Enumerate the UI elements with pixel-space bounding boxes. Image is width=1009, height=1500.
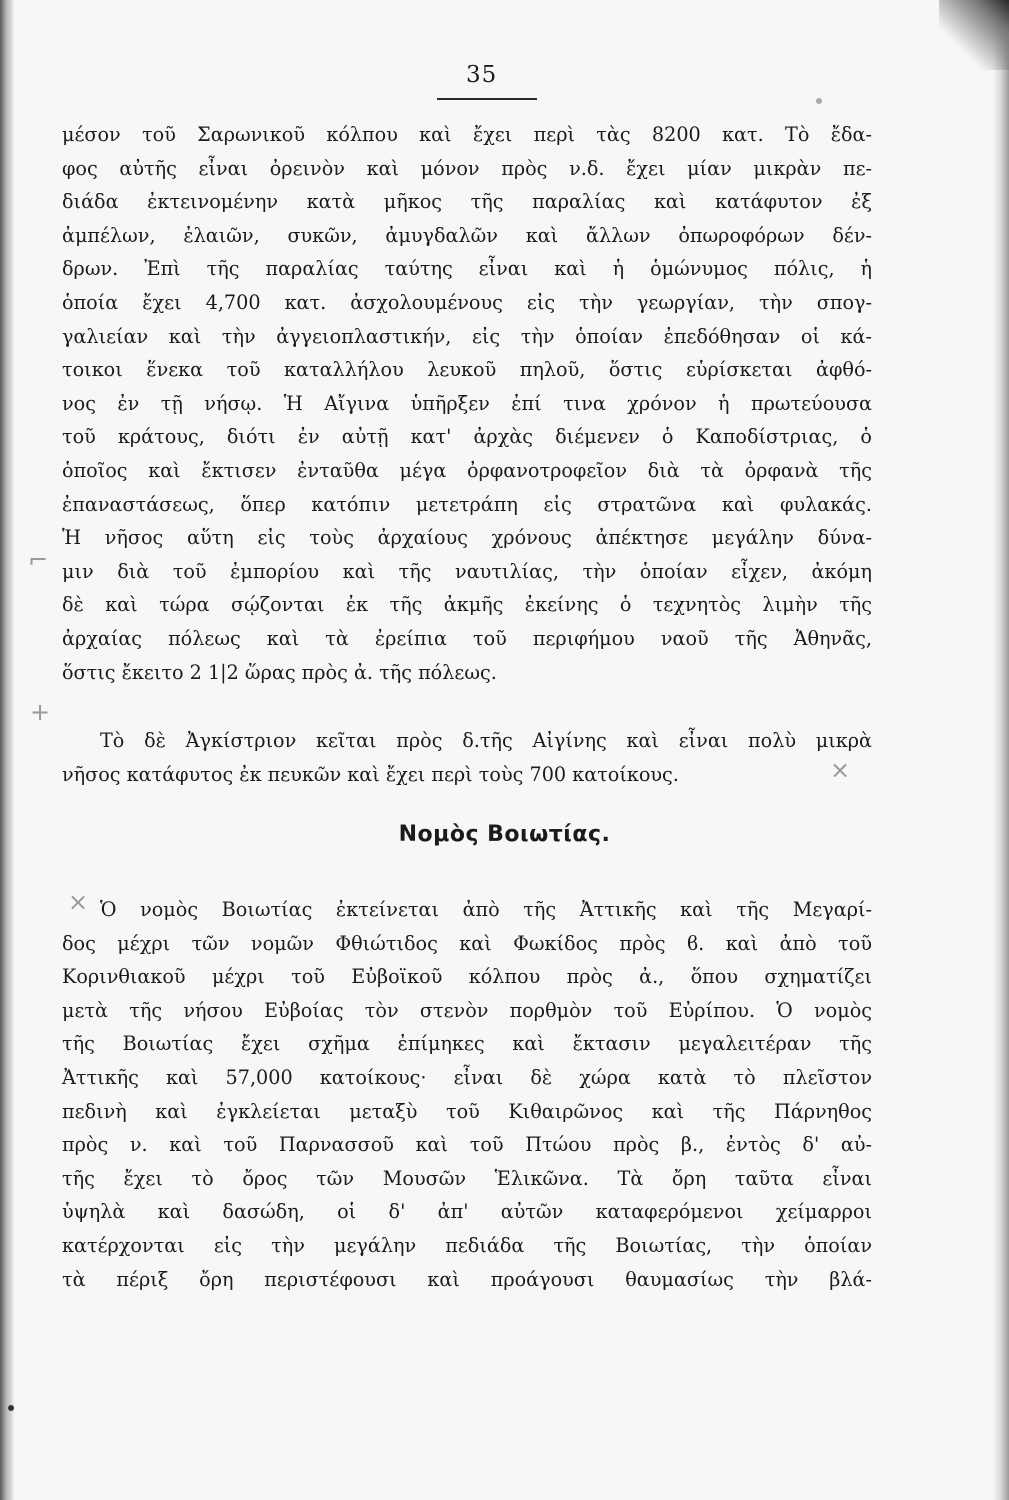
pencil-mark-icon: + [30,698,51,726]
text-line: Τὸ δὲ Ἀγκίστριον κεῖται πρὸς δ.τῆς Αἰγίνης καὶ εἶναι πολὺ μικρὰ [100,729,872,752]
text-line: τὰ πέριξ ὄρη περιστέφουσι καὶ προάγουσι θαυμασίως τὴν βλά- [62,1267,872,1291]
text-line: τοικοι ἕνεκα τοῦ καταλλήλου λευκοῦ πηλοῦ, ὅστις εὑρίσκεται ἀφθό- [62,358,872,382]
text-line: ἀρχαίας πόλεως καὶ τὰ ἐρείπια τοῦ περιφήμου ναοῦ τῆς Ἀθηνᾶς, [62,626,872,650]
pencil-mark-icon: × [68,888,89,916]
text-line: ὅστις ἔκειτο 2 1|2 ὥρας πρὸς ἀ. τῆς πόλεως. [62,660,497,684]
text-line: κατέρχονται εἰς τὴν μεγάλην πεδιάδα τῆς Βοιωτίας, τὴν ὁποίαν [62,1233,872,1257]
text-line: ὁποία ἔχει 4,700 κατ. ἀσχολουμένους εἰς τὴν γεωργίαν, τὴν σπογ- [62,290,872,314]
text-line: τῆς ἔχει τὸ ὄρος τῶν Μουσῶν Ἑλικῶνα. Τὰ ὄρη ταῦτα εἶναι [62,1166,872,1190]
text-line: νῆσος κατάφυτος ἐκ πευκῶν καὶ ἔχει περὶ τοὺς 700 κατοίκους. [62,762,679,786]
text-line: νος ἐν τῇ νήσῳ. Ἡ Αἴγινα ὑπῆρξεν ἐπί τινα χρόνον ἡ πρωτεύουσα [62,391,872,415]
paragraph-aegina [62,118,872,689]
paragraph-boeotia [62,893,872,1296]
text-line: διάδα ἐκτεινομένην κατὰ μῆκος τῆς παραλίας καὶ κατάφυτον ἐξ [62,190,872,214]
pencil-mark-icon: ⌐ [28,546,49,574]
text-line: μετὰ τῆς νήσου Εὐβοίας τὸν στενὸν πορθμὸν τοῦ Εὐρίπου. Ὁ νομὸς [62,998,872,1022]
page-corner-shadow [939,0,1009,70]
text-line: δὲ καὶ τώρα σῴζονται ἐκ τῆς ἀκμῆς ἐκείνης ὁ τεχνητὸς λιμὴν τῆς [62,593,872,617]
text-line: πρὸς ν. καὶ τοῦ Παρνασσοῦ καὶ τοῦ Πτώου πρὸς β., ἐντὸς δ' αὐ- [62,1133,872,1157]
text-line: ὑψηλὰ καὶ δασώδη, οἱ δ' ἀπ' αὐτῶν καταφερόμενοι χείμαρροι [62,1200,872,1224]
text-line: δος μέχρι τῶν νομῶν Φθιώτιδος καὶ Φωκίδος πρὸς ϐ. καὶ ἀπὸ τοῦ [62,931,872,955]
pencil-mark-icon: × [830,756,851,784]
page-left-edge-shadow [0,0,14,1500]
text-line: ἀμπέλων, ἐλαιῶν, συκῶν, ἀμυγδαλῶν καὶ ἄλλων ὀπωροφόρων δέν- [62,223,872,247]
text-line: μιν διὰ τοῦ ἐμπορίου καὶ τῆς ναυτιλίας, τὴν ὁποίαν εἶχεν, ἀκόμη [62,559,872,583]
text-line: τῆς Βοιωτίας ἔχει σχῆμα ἐπίμηκες καὶ ἔκτασιν μεγαλειτέραν τῆς [62,1032,872,1056]
page-number-rule [437,98,537,100]
text-line: πεδινὴ καὶ ἐγκλείεται μεταξὺ τοῦ Κιθαιρῶνος καὶ τῆς Πάρνηθος [62,1099,872,1123]
text-line: δρων. Ἐπὶ τῆς παραλίας ταύτης εἶναι καὶ ἡ ὁμώνυμος πόλις, ἡ [62,257,872,281]
text-line: φος αὐτῆς εἶναι ὀρεινὸν καὶ μόνον πρὸς ν.δ. ἔχει μίαν μικρὰν πε- [62,156,872,180]
text-line: ὁποῖος καὶ ἔκτισεν ἐνταῦθα μέγα ὀρφανοτροφεῖον διὰ τὰ ὀρφανὰ τῆς [62,458,872,482]
text-line: Ἀττικῆς καὶ 57,000 κατοίκους· εἶναι δὲ χώρα κατὰ τὸ πλεῖστον [62,1065,872,1089]
paragraph-agkistri [62,724,872,791]
text-line: Ὁ νομὸς Βοιωτίας ἐκτείνεται ἀπὸ τῆς Ἀττικῆς καὶ τῆς Μεγαρί- [100,898,872,921]
text-line: μέσον τοῦ Σαρωνικοῦ κόλπου καὶ ἔχει περὶ τὰς 8200 κατ. Τὸ ἔδα- [62,123,872,146]
text-line: Ἡ νῆσος αὕτη εἰς τοὺς ἀρχαίους χρόνους ἀπέκτησε μεγάλην δύνα- [62,526,872,550]
page-right-edge-shadow [993,0,1009,1500]
ink-dot [816,98,822,104]
text-line: ἐπαναστάσεως, ὅπερ κατόπιν μετετράπη εἰς στρατῶνα καὶ φυλακάς. [62,492,872,516]
text-line: γαλιείαν καὶ τὴν ἀγγειοπλαστικήν, εἰς τὴν ὁποίαν ἐπεδόθησαν οἱ κά- [62,324,872,348]
ink-dot [8,1405,14,1411]
page-number: 35 [466,62,498,88]
section-heading: Νομὸς Βοιωτίας. [398,822,611,847]
text-line: Κορινθιακοῦ μέχρι τοῦ Εὐβοϊκοῦ κόλπου πρὸς ἀ., ὅπου σχηματίζει [62,965,872,989]
text-line: τοῦ κράτους, διότι ἐν αὐτῇ κατ' ἀρχὰς διέμενεν ὁ Καποδίστριας, ὁ [62,425,872,449]
